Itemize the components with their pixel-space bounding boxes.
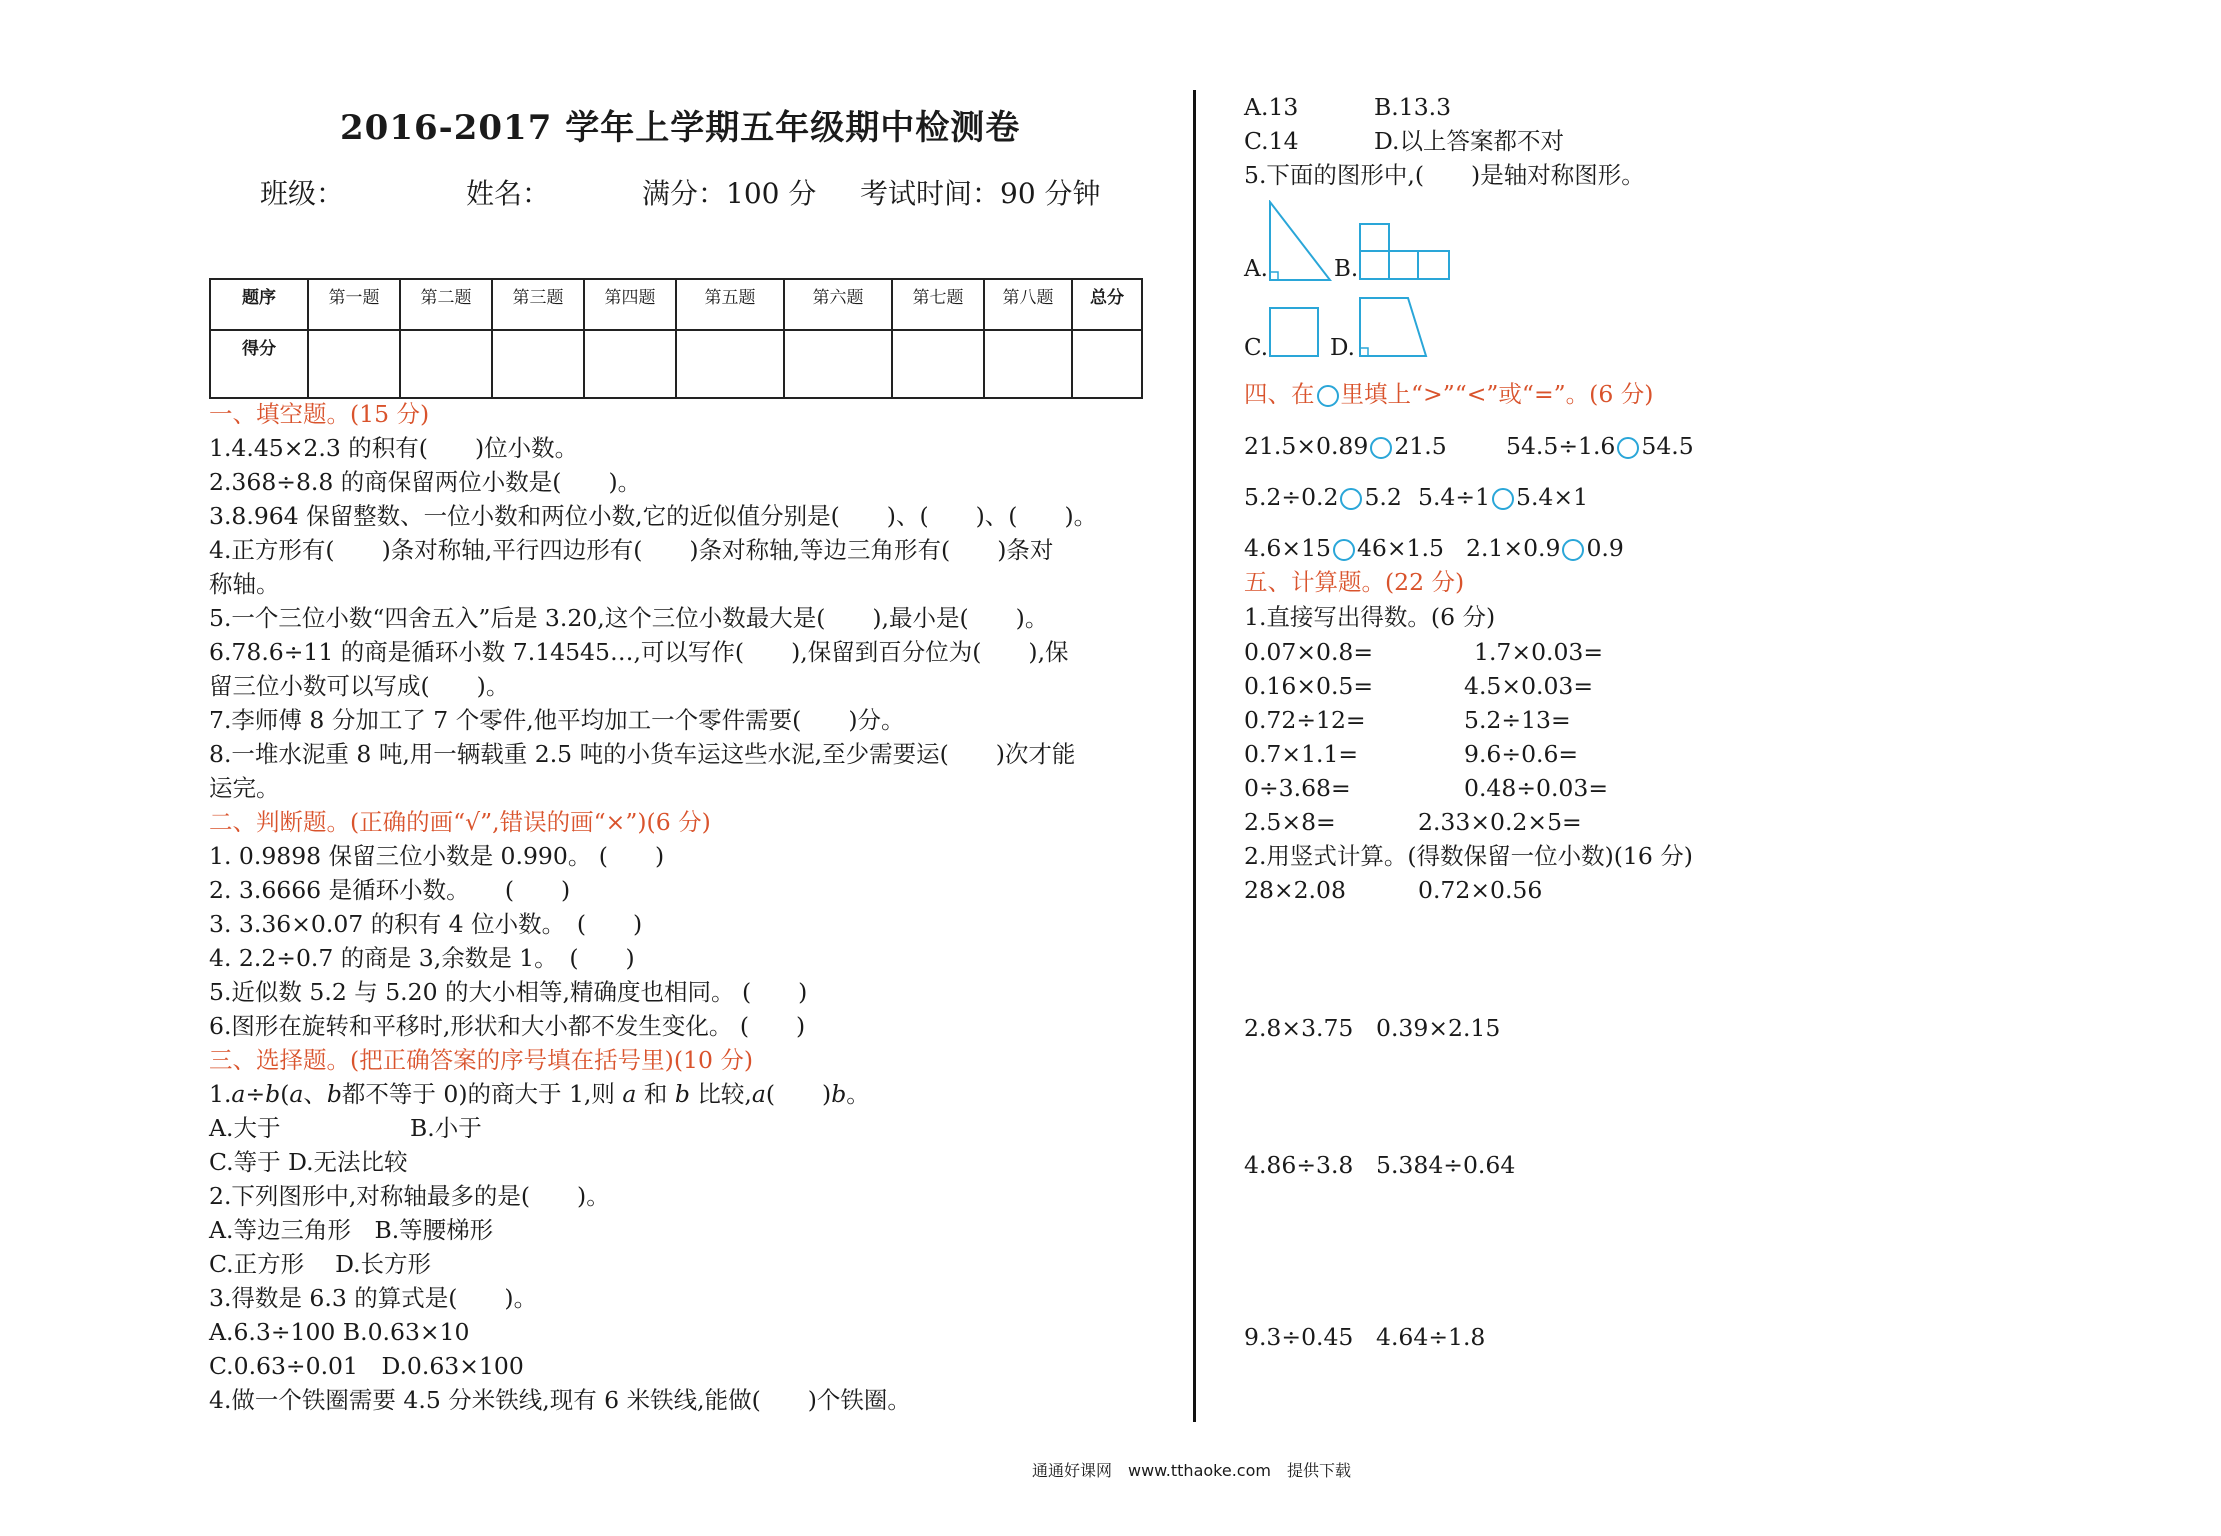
expr: 21.5 (1394, 432, 1447, 460)
vertical-calc: 0.72×0.56 (1418, 876, 1543, 904)
section5-title: 五、计算题。(22 分) (1244, 568, 1465, 596)
score-cell[interactable] (984, 330, 1072, 398)
s3-q1 (209, 1077, 870, 1111)
q1-part: ( ) (765, 1080, 832, 1108)
table-header: 第四题 (584, 279, 676, 330)
column-divider (1193, 90, 1196, 1422)
score-cell[interactable] (1072, 330, 1142, 398)
table-header: 第八题 (984, 279, 1072, 330)
q1-var: a (231, 1080, 246, 1108)
section3-title: 三、选择题。(把正确答案的序号填在括号里)(10 分) (209, 1046, 754, 1074)
score-cell[interactable] (492, 330, 584, 398)
s1-line: 6.78.6÷11 的商是循环小数 7.14545…,可以写作( ),保留到百分位为( ),保 (209, 638, 1069, 666)
s2-line: 1. 0.9898 保留三位小数是 0.990。 ( ) (209, 842, 665, 870)
q1-var: b (674, 1080, 690, 1108)
direct-calc: 9.6÷0.6= (1464, 740, 1579, 768)
table-header: 第七题 (892, 279, 984, 330)
figure-label-d: D. (1330, 335, 1355, 361)
s2-line: 3. 3.36×0.07 的积有 4 位小数。 ( ) (209, 910, 643, 938)
direct-calc: 1.7×0.03= (1474, 638, 1604, 666)
direct-calc: 0÷3.68= (1244, 774, 1351, 802)
table-header: 第三题 (492, 279, 584, 330)
s3-q2-options-cd: C.正方形 D.长方形 (209, 1250, 432, 1278)
info-name: 姓名： (466, 177, 551, 210)
expr: 5.4×1 (1516, 483, 1589, 511)
q1-var: b (831, 1080, 847, 1108)
square-figure (1268, 306, 1320, 358)
s3-q4-option-a: A.13 (1244, 93, 1299, 121)
s3-q4-option-c: C.14 (1244, 127, 1299, 155)
s5-sub1: 1.直接写出得数。(6 分) (1244, 603, 1496, 631)
score-label: 得分 (210, 330, 308, 398)
s3-q4: 4.做一个铁圈需要 4.5 分米铁线,现有 6 米铁线,能做( )个铁圈。 (209, 1386, 911, 1414)
vertical-calc: 5.384÷0.64 (1376, 1151, 1516, 1179)
s3-q4-option-b: B.13.3 (1374, 93, 1452, 121)
s3-q1-option-cd: C.等于 D.无法比较 (209, 1148, 408, 1176)
s2-line: 4. 2.2÷0.7 的商是 3,余数是 1。 ( ) (209, 944, 635, 972)
compare-circle-input[interactable] (1492, 488, 1514, 510)
q1-var: b (326, 1080, 342, 1108)
s3-q5: 5.下面的图形中,( )是轴对称图形。 (1244, 161, 1645, 189)
right-trapezoid-figure (1356, 296, 1428, 358)
s1-line: 1.4.45×2.3 的积有( )位小数。 (209, 434, 579, 462)
s1-line: 5.一个三位小数“四舍五入”后是 3.20,这个三位小数最大是( ),最小是( )。 (209, 604, 1049, 632)
figure-label-a: A. (1244, 256, 1268, 282)
q1-part: 、 (303, 1080, 327, 1108)
vertical-calc: 4.64÷1.8 (1376, 1323, 1486, 1351)
s3-q2-options-ab: A.等边三角形 B.等腰梯形 (209, 1216, 494, 1244)
info-full-score: 满分：100 分 (642, 177, 817, 210)
s2-line: 6.图形在旋转和平移时,形状和大小都不发生变化。 ( ) (209, 1012, 806, 1040)
s1-line: 3.8.964 保留整数、一位小数和两位小数,它的近似值分别是( )、( )、( )。 (209, 502, 1098, 530)
compare-row (1244, 429, 1447, 463)
s1-line: 7.李师傅 8 分加工了 7 个零件,他平均加工一个零件需要( )分。 (209, 706, 905, 734)
direct-calc: 2.33×0.2×5= (1418, 808, 1582, 836)
direct-calc: 0.7×1.1= (1244, 740, 1359, 768)
compare-circle-input[interactable] (1562, 539, 1584, 561)
score-cell[interactable] (400, 330, 492, 398)
s3-q3-options-cd: C.0.63÷0.01 D.0.63×100 (209, 1352, 524, 1380)
score-cell[interactable] (892, 330, 984, 398)
table-header: 第一题 (308, 279, 400, 330)
expr: 5.2 (1364, 483, 1402, 511)
expr: 21.5×0.89 (1244, 432, 1369, 460)
q1-var: a (289, 1080, 304, 1108)
direct-calc: 0.16×0.5= (1244, 672, 1374, 700)
expr: 4.6×15 (1244, 534, 1331, 562)
compare-circle-input[interactable] (1333, 539, 1355, 561)
s5-sub2: 2.用竖式计算。(得数保留一位小数)(16 分) (1244, 842, 1693, 870)
compare-row (1418, 480, 1588, 514)
right-triangle-figure (1268, 200, 1332, 282)
compare-row (1466, 531, 1624, 565)
direct-calc: 0.48÷0.03= (1464, 774, 1609, 802)
score-table (209, 278, 1143, 399)
footer-credit: 通通好课网 www.tthaoke.com 提供下载 (1032, 1461, 1351, 1480)
page-title: 2016-2017 学年上学期五年级期中检测卷 (340, 108, 1021, 148)
expr: 5.4÷1 (1418, 483, 1491, 511)
q1-part: 1. (209, 1080, 232, 1108)
score-cell[interactable] (784, 330, 892, 398)
vertical-calc: 28×2.08 (1244, 876, 1346, 904)
q1-var: b (265, 1080, 281, 1108)
score-cell[interactable] (308, 330, 400, 398)
vertical-calc: 9.3÷0.45 (1244, 1323, 1354, 1351)
s1-line: 2.368÷8.8 的商保留两位小数是( )。 (209, 468, 642, 496)
score-table-score-row (210, 330, 1142, 398)
s4-title-part: 四、在 (1244, 380, 1315, 408)
q1-part: 和 (636, 1080, 675, 1108)
score-cell[interactable] (584, 330, 676, 398)
s3-q4-option-d: D.以上答案都不对 (1374, 127, 1564, 155)
table-header: 第二题 (400, 279, 492, 330)
compare-circle-input[interactable] (1340, 488, 1362, 510)
table-header: 第六题 (784, 279, 892, 330)
expr: 54.5 (1641, 432, 1694, 460)
vertical-calc: 4.86÷3.8 (1244, 1151, 1354, 1179)
q1-var: a (622, 1080, 637, 1108)
s2-line: 2. 3.6666 是循环小数。 ( ) (209, 876, 571, 904)
expr: 2.1×0.9 (1466, 534, 1561, 562)
expr: 5.2÷0.2 (1244, 483, 1339, 511)
score-table-header-row (210, 279, 1142, 330)
expr: 0.9 (1586, 534, 1624, 562)
expr: 46×1.5 (1356, 534, 1444, 562)
s2-line: 5.近似数 5.2 与 5.20 的大小相等,精确度也相同。 ( ) (209, 978, 808, 1006)
s1-line: 称轴。 (209, 570, 280, 598)
direct-calc: 0.07×0.8= (1244, 638, 1374, 666)
direct-calc: 5.2÷13= (1464, 706, 1571, 734)
q1-part: 。 (846, 1080, 870, 1108)
compare-row (1506, 429, 1694, 463)
s3-q3: 3.得数是 6.3 的算式是( )。 (209, 1284, 538, 1312)
s1-line: 运完。 (209, 774, 280, 802)
section2-title: 二、判断题。(正确的画“√”,错误的画“×”)(6 分) (209, 808, 711, 836)
s4-title-part: 里填上“>”“<”或“=”。(6 分) (1340, 380, 1654, 408)
q1-var: a (751, 1080, 766, 1108)
section1-title: 一、填空题。(15 分) (209, 400, 430, 428)
s1-line: 留三位小数可以写成( )。 (209, 672, 510, 700)
cube-net-figure (1358, 222, 1452, 282)
direct-calc: 2.5×8= (1244, 808, 1336, 836)
s3-q3-options-ab: A.6.3÷100 B.0.63×10 (209, 1318, 470, 1346)
direct-calc: 4.5×0.03= (1464, 672, 1594, 700)
compare-row (1244, 531, 1444, 565)
s3-q1-option-a: A.大于 (209, 1114, 281, 1142)
q1-part: ( (280, 1080, 290, 1108)
expr: 54.5÷1.6 (1506, 432, 1616, 460)
q1-part: 比较, (689, 1080, 752, 1108)
info-class: 班级： (260, 177, 345, 210)
q1-part: 都不等于 0)的商大于 1,则 (341, 1080, 623, 1108)
vertical-calc: 2.8×3.75 (1244, 1014, 1354, 1042)
compare-circle-input[interactable] (1617, 437, 1639, 459)
compare-row (1244, 480, 1402, 514)
s1-line: 4.正方形有( )条对称轴,平行四边形有( )条对称轴,等边三角形有( )条对 (209, 536, 1054, 564)
s3-q1-option-b: B.小于 (410, 1114, 482, 1142)
s3-q2: 2.下列图形中,对称轴最多的是( )。 (209, 1182, 610, 1210)
q1-part: ÷ (245, 1080, 266, 1108)
table-header: 题序 (210, 279, 308, 330)
table-header: 总分 (1072, 279, 1142, 330)
section4-title (1244, 377, 1653, 411)
info-exam-time: 考试时间：90 分钟 (860, 177, 1101, 210)
s1-line: 8.一堆水泥重 8 吨,用一辆载重 2.5 吨的小货车运这些水泥,至少需要运( )次才能 (209, 740, 1076, 768)
vertical-calc: 0.39×2.15 (1376, 1014, 1501, 1042)
figure-label-b: B. (1334, 256, 1359, 282)
circle-icon (1317, 385, 1339, 407)
figure-label-c: C. (1244, 335, 1269, 361)
score-cell[interactable] (676, 330, 784, 398)
table-header: 第五题 (676, 279, 784, 330)
compare-circle-input[interactable] (1370, 437, 1392, 459)
direct-calc: 0.72÷12= (1244, 706, 1366, 734)
